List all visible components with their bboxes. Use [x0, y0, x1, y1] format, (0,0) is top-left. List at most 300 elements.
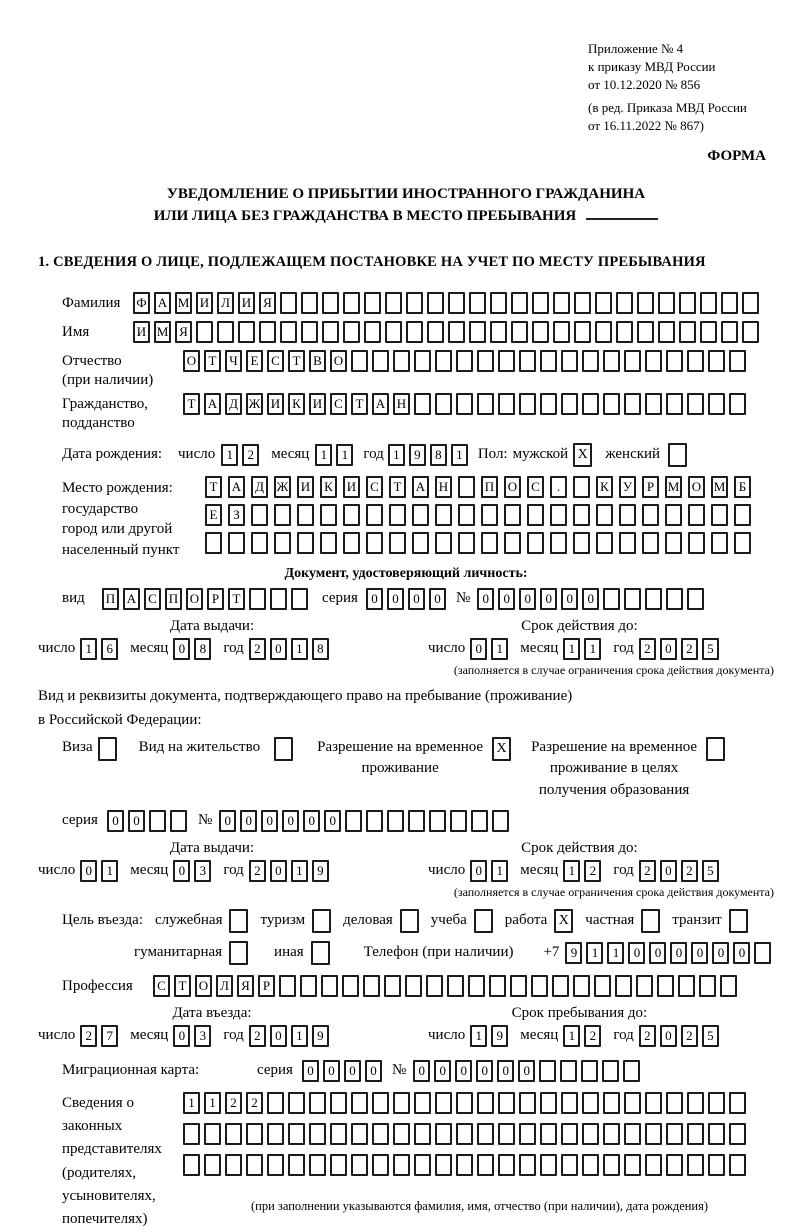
empty-cell[interactable]	[688, 504, 705, 526]
empty-cell[interactable]	[458, 532, 475, 554]
filled-cell[interactable]: У	[619, 476, 636, 498]
purpose-tourism-checkbox[interactable]	[312, 909, 331, 933]
purpose-official-checkbox[interactable]	[229, 909, 248, 933]
filled-cell[interactable]: 8	[194, 638, 211, 660]
empty-cell[interactable]	[582, 1123, 599, 1145]
filled-cell[interactable]: А	[154, 292, 171, 314]
empty-cell[interactable]	[531, 975, 548, 997]
empty-cell[interactable]	[385, 321, 402, 343]
filled-cell[interactable]: 0	[270, 638, 287, 660]
empty-cell[interactable]	[616, 321, 633, 343]
empty-cell[interactable]	[645, 350, 662, 372]
empty-cell[interactable]	[637, 321, 654, 343]
empty-cell[interactable]	[665, 532, 682, 554]
empty-cell[interactable]	[603, 350, 620, 372]
empty-cell[interactable]	[624, 350, 641, 372]
empty-cell[interactable]	[490, 321, 507, 343]
empty-cell[interactable]	[574, 292, 591, 314]
empty-cell[interactable]	[414, 393, 431, 415]
filled-cell[interactable]: 2	[225, 1092, 242, 1114]
filled-cell[interactable]: 1	[607, 942, 624, 964]
filled-cell[interactable]: Р	[258, 975, 275, 997]
filled-cell[interactable]: 1	[204, 1092, 221, 1114]
filled-cell[interactable]: 0	[434, 1060, 451, 1082]
filled-cell[interactable]: 0	[660, 638, 677, 660]
empty-cell[interactable]	[645, 588, 662, 610]
filled-cell[interactable]: 2	[249, 638, 266, 660]
empty-cell[interactable]	[217, 321, 234, 343]
filled-cell[interactable]: 7	[101, 1025, 118, 1047]
filled-cell[interactable]: Д	[225, 393, 242, 415]
filled-cell[interactable]: К	[320, 476, 337, 498]
filled-cell[interactable]: А	[372, 393, 389, 415]
empty-cell[interactable]	[429, 810, 446, 832]
purpose-humanitarian-checkbox[interactable]	[229, 941, 248, 965]
filled-cell[interactable]: 0	[303, 810, 320, 832]
filled-cell[interactable]: 0	[582, 588, 599, 610]
filled-cell[interactable]: 2	[681, 1025, 698, 1047]
empty-cell[interactable]	[595, 292, 612, 314]
filled-cell[interactable]: 0	[173, 638, 190, 660]
empty-cell[interactable]	[393, 1154, 410, 1176]
empty-cell[interactable]	[624, 1092, 641, 1114]
filled-cell[interactable]: Т	[174, 975, 191, 997]
empty-cell[interactable]	[246, 1154, 263, 1176]
empty-cell[interactable]	[426, 975, 443, 997]
empty-cell[interactable]	[468, 975, 485, 997]
empty-cell[interactable]	[297, 504, 314, 526]
empty-cell[interactable]	[553, 321, 570, 343]
empty-cell[interactable]	[204, 1123, 221, 1145]
empty-cell[interactable]	[267, 1154, 284, 1176]
empty-cell[interactable]	[435, 350, 452, 372]
empty-cell[interactable]	[619, 504, 636, 526]
empty-cell[interactable]	[406, 321, 423, 343]
filled-cell[interactable]: 9	[312, 1025, 329, 1047]
empty-cell[interactable]	[540, 393, 557, 415]
empty-cell[interactable]	[448, 321, 465, 343]
empty-cell[interactable]	[666, 1154, 683, 1176]
filled-cell[interactable]: 1	[470, 1025, 487, 1047]
filled-cell[interactable]: П	[102, 588, 119, 610]
empty-cell[interactable]	[408, 810, 425, 832]
empty-cell[interactable]	[366, 504, 383, 526]
filled-cell[interactable]: 0	[219, 810, 236, 832]
empty-cell[interactable]	[321, 975, 338, 997]
filled-cell[interactable]: 8	[312, 638, 329, 660]
filled-cell[interactable]: С	[366, 476, 383, 498]
empty-cell[interactable]	[366, 532, 383, 554]
filled-cell[interactable]: 0	[324, 810, 341, 832]
empty-cell[interactable]	[734, 532, 751, 554]
filled-cell[interactable]: Р	[207, 588, 224, 610]
empty-cell[interactable]	[225, 1123, 242, 1145]
empty-cell[interactable]	[510, 975, 527, 997]
empty-cell[interactable]	[435, 393, 452, 415]
empty-cell[interactable]	[573, 532, 590, 554]
empty-cell[interactable]	[553, 292, 570, 314]
female-checkbox[interactable]	[668, 443, 687, 467]
empty-cell[interactable]	[364, 292, 381, 314]
filled-cell[interactable]: Т	[204, 350, 221, 372]
empty-cell[interactable]	[527, 532, 544, 554]
filled-cell[interactable]: 9	[312, 860, 329, 882]
filled-cell[interactable]: 0	[691, 942, 708, 964]
empty-cell[interactable]	[560, 1060, 577, 1082]
empty-cell[interactable]	[238, 321, 255, 343]
empty-cell[interactable]	[615, 975, 632, 997]
filled-cell[interactable]: И	[133, 321, 150, 343]
empty-cell[interactable]	[490, 292, 507, 314]
empty-cell[interactable]	[645, 1154, 662, 1176]
empty-cell[interactable]	[492, 810, 509, 832]
empty-cell[interactable]	[519, 393, 536, 415]
filled-cell[interactable]: Т	[288, 350, 305, 372]
filled-cell[interactable]: 9	[409, 444, 426, 466]
empty-cell[interactable]	[469, 292, 486, 314]
empty-cell[interactable]	[642, 532, 659, 554]
empty-cell[interactable]	[561, 1092, 578, 1114]
empty-cell[interactable]	[412, 504, 429, 526]
empty-cell[interactable]	[477, 350, 494, 372]
filled-cell[interactable]: Р	[642, 476, 659, 498]
purpose-other-checkbox[interactable]	[311, 941, 330, 965]
filled-cell[interactable]: И	[297, 476, 314, 498]
empty-cell[interactable]	[471, 810, 488, 832]
filled-cell[interactable]: Ж	[274, 476, 291, 498]
empty-cell[interactable]	[477, 1154, 494, 1176]
empty-cell[interactable]	[603, 1123, 620, 1145]
filled-cell[interactable]: 1	[563, 1025, 580, 1047]
empty-cell[interactable]	[561, 350, 578, 372]
filled-cell[interactable]: С	[330, 393, 347, 415]
empty-cell[interactable]	[729, 1092, 746, 1114]
empty-cell[interactable]	[623, 1060, 640, 1082]
filled-cell[interactable]: Л	[216, 975, 233, 997]
filled-cell[interactable]: Ф	[133, 292, 150, 314]
filled-cell[interactable]: Т	[228, 588, 245, 610]
filled-cell[interactable]: 0	[628, 942, 645, 964]
empty-cell[interactable]	[351, 1092, 368, 1114]
empty-cell[interactable]	[708, 1154, 725, 1176]
filled-cell[interactable]: 0	[429, 588, 446, 610]
empty-cell[interactable]	[351, 1123, 368, 1145]
filled-cell[interactable]: А	[123, 588, 140, 610]
empty-cell[interactable]	[288, 1123, 305, 1145]
filled-cell[interactable]: Ж	[246, 393, 263, 415]
empty-cell[interactable]	[279, 975, 296, 997]
filled-cell[interactable]: 0	[128, 810, 145, 832]
empty-cell[interactable]	[666, 350, 683, 372]
temp-residence-checkbox[interactable]: X	[492, 737, 511, 761]
filled-cell[interactable]: О	[330, 350, 347, 372]
empty-cell[interactable]	[372, 1092, 389, 1114]
filled-cell[interactable]: Я	[237, 975, 254, 997]
empty-cell[interactable]	[687, 1154, 704, 1176]
empty-cell[interactable]	[414, 350, 431, 372]
filled-cell[interactable]: 1	[586, 942, 603, 964]
empty-cell[interactable]	[519, 1092, 536, 1114]
empty-cell[interactable]	[729, 393, 746, 415]
empty-cell[interactable]	[448, 292, 465, 314]
empty-cell[interactable]	[330, 1154, 347, 1176]
empty-cell[interactable]	[343, 321, 360, 343]
empty-cell[interactable]	[624, 1123, 641, 1145]
filled-cell[interactable]: 0	[497, 1060, 514, 1082]
empty-cell[interactable]	[498, 1092, 515, 1114]
empty-cell[interactable]	[288, 1154, 305, 1176]
filled-cell[interactable]: 5	[702, 1025, 719, 1047]
empty-cell[interactable]	[345, 810, 362, 832]
empty-cell[interactable]	[384, 975, 401, 997]
empty-cell[interactable]	[687, 588, 704, 610]
empty-cell[interactable]	[720, 975, 737, 997]
empty-cell[interactable]	[456, 393, 473, 415]
empty-cell[interactable]	[246, 1123, 263, 1145]
filled-cell[interactable]: 0	[712, 942, 729, 964]
empty-cell[interactable]	[320, 504, 337, 526]
empty-cell[interactable]	[427, 292, 444, 314]
filled-cell[interactable]: 2	[584, 1025, 601, 1047]
empty-cell[interactable]	[414, 1092, 431, 1114]
empty-cell[interactable]	[435, 504, 452, 526]
empty-cell[interactable]	[573, 504, 590, 526]
filled-cell[interactable]: 1	[221, 444, 238, 466]
empty-cell[interactable]	[595, 321, 612, 343]
empty-cell[interactable]	[301, 321, 318, 343]
empty-cell[interactable]	[322, 321, 339, 343]
empty-cell[interactable]	[274, 504, 291, 526]
empty-cell[interactable]	[389, 532, 406, 554]
empty-cell[interactable]	[539, 1060, 556, 1082]
empty-cell[interactable]	[550, 532, 567, 554]
empty-cell[interactable]	[342, 975, 359, 997]
empty-cell[interactable]	[343, 504, 360, 526]
empty-cell[interactable]	[225, 1154, 242, 1176]
filled-cell[interactable]: И	[196, 292, 213, 314]
empty-cell[interactable]	[711, 532, 728, 554]
filled-cell[interactable]: М	[154, 321, 171, 343]
empty-cell[interactable]	[511, 292, 528, 314]
empty-cell[interactable]	[708, 393, 725, 415]
empty-cell[interactable]	[687, 1123, 704, 1145]
empty-cell[interactable]	[603, 393, 620, 415]
empty-cell[interactable]	[711, 504, 728, 526]
filled-cell[interactable]: 0	[173, 860, 190, 882]
empty-cell[interactable]	[477, 1092, 494, 1114]
empty-cell[interactable]	[389, 504, 406, 526]
empty-cell[interactable]	[574, 321, 591, 343]
empty-cell[interactable]	[603, 1092, 620, 1114]
empty-cell[interactable]	[351, 1154, 368, 1176]
empty-cell[interactable]	[666, 1092, 683, 1114]
empty-cell[interactable]	[742, 292, 759, 314]
filled-cell[interactable]: С	[267, 350, 284, 372]
empty-cell[interactable]	[343, 292, 360, 314]
purpose-work-checkbox[interactable]: X	[554, 909, 573, 933]
empty-cell[interactable]	[642, 504, 659, 526]
empty-cell[interactable]	[511, 321, 528, 343]
filled-cell[interactable]: А	[204, 393, 221, 415]
filled-cell[interactable]: 0	[261, 810, 278, 832]
empty-cell[interactable]	[624, 393, 641, 415]
empty-cell[interactable]	[666, 588, 683, 610]
empty-cell[interactable]	[729, 1123, 746, 1145]
empty-cell[interactable]	[729, 350, 746, 372]
filled-cell[interactable]: 8	[430, 444, 447, 466]
empty-cell[interactable]	[596, 532, 613, 554]
filled-cell[interactable]: 1	[80, 638, 97, 660]
empty-cell[interactable]	[550, 504, 567, 526]
filled-cell[interactable]: О	[195, 975, 212, 997]
empty-cell[interactable]	[527, 504, 544, 526]
empty-cell[interactable]	[582, 350, 599, 372]
filled-cell[interactable]: З	[228, 504, 245, 526]
empty-cell[interactable]	[196, 321, 213, 343]
empty-cell[interactable]	[274, 532, 291, 554]
filled-cell[interactable]: 0	[660, 1025, 677, 1047]
empty-cell[interactable]	[658, 321, 675, 343]
empty-cell[interactable]	[540, 350, 557, 372]
empty-cell[interactable]	[205, 532, 222, 554]
filled-cell[interactable]: Т	[183, 393, 200, 415]
temp-residence-edu-checkbox[interactable]	[706, 737, 725, 761]
filled-cell[interactable]: П	[481, 476, 498, 498]
empty-cell[interactable]	[603, 1154, 620, 1176]
empty-cell[interactable]	[603, 588, 620, 610]
filled-cell[interactable]: 0	[270, 860, 287, 882]
filled-cell[interactable]: 1	[563, 860, 580, 882]
empty-cell[interactable]	[259, 321, 276, 343]
filled-cell[interactable]: 0	[455, 1060, 472, 1082]
empty-cell[interactable]	[708, 1092, 725, 1114]
empty-cell[interactable]	[291, 588, 308, 610]
empty-cell[interactable]	[393, 1123, 410, 1145]
filled-cell[interactable]: 0	[518, 1060, 535, 1082]
filled-cell[interactable]: 3	[194, 860, 211, 882]
empty-cell[interactable]	[414, 1154, 431, 1176]
empty-cell[interactable]	[708, 350, 725, 372]
empty-cell[interactable]	[637, 292, 654, 314]
filled-cell[interactable]: Л	[217, 292, 234, 314]
filled-cell[interactable]: Т	[205, 476, 222, 498]
purpose-business-checkbox[interactable]	[400, 909, 419, 933]
empty-cell[interactable]	[330, 1092, 347, 1114]
filled-cell[interactable]: С	[144, 588, 161, 610]
empty-cell[interactable]	[602, 1060, 619, 1082]
empty-cell[interactable]	[372, 1154, 389, 1176]
residence-permit-checkbox[interactable]	[274, 737, 293, 761]
filled-cell[interactable]: 0	[302, 1060, 319, 1082]
empty-cell[interactable]	[552, 975, 569, 997]
filled-cell[interactable]: Н	[393, 393, 410, 415]
empty-cell[interactable]	[456, 350, 473, 372]
filled-cell[interactable]: С	[153, 975, 170, 997]
empty-cell[interactable]	[688, 532, 705, 554]
empty-cell[interactable]	[666, 1123, 683, 1145]
empty-cell[interactable]	[427, 321, 444, 343]
empty-cell[interactable]	[519, 1154, 536, 1176]
empty-cell[interactable]	[636, 975, 653, 997]
filled-cell[interactable]: К	[288, 393, 305, 415]
empty-cell[interactable]	[498, 393, 515, 415]
empty-cell[interactable]	[249, 588, 266, 610]
empty-cell[interactable]	[489, 975, 506, 997]
empty-cell[interactable]	[679, 292, 696, 314]
filled-cell[interactable]: К	[596, 476, 613, 498]
filled-cell[interactable]: 0	[470, 860, 487, 882]
empty-cell[interactable]	[297, 532, 314, 554]
empty-cell[interactable]	[364, 321, 381, 343]
filled-cell[interactable]: А	[228, 476, 245, 498]
filled-cell[interactable]: 5	[702, 638, 719, 660]
empty-cell[interactable]	[477, 1123, 494, 1145]
empty-cell[interactable]	[330, 1123, 347, 1145]
filled-cell[interactable]: 0	[107, 810, 124, 832]
filled-cell[interactable]: Я	[175, 321, 192, 343]
filled-cell[interactable]: 1	[584, 638, 601, 660]
empty-cell[interactable]	[309, 1092, 326, 1114]
empty-cell[interactable]	[700, 321, 717, 343]
empty-cell[interactable]	[412, 532, 429, 554]
empty-cell[interactable]	[435, 1123, 452, 1145]
filled-cell[interactable]: 0	[387, 588, 404, 610]
filled-cell[interactable]: С	[527, 476, 544, 498]
filled-cell[interactable]: 0	[323, 1060, 340, 1082]
empty-cell[interactable]	[754, 942, 771, 964]
empty-cell[interactable]	[645, 1092, 662, 1114]
empty-cell[interactable]	[519, 350, 536, 372]
empty-cell[interactable]	[270, 588, 287, 610]
filled-cell[interactable]: 0	[670, 942, 687, 964]
empty-cell[interactable]	[280, 321, 297, 343]
filled-cell[interactable]: 0	[561, 588, 578, 610]
filled-cell[interactable]: 1	[291, 638, 308, 660]
empty-cell[interactable]	[228, 532, 245, 554]
empty-cell[interactable]	[540, 1154, 557, 1176]
empty-cell[interactable]	[481, 504, 498, 526]
empty-cell[interactable]	[573, 975, 590, 997]
filled-cell[interactable]: 0	[498, 588, 515, 610]
empty-cell[interactable]	[596, 504, 613, 526]
empty-cell[interactable]	[322, 292, 339, 314]
filled-cell[interactable]: Я	[259, 292, 276, 314]
filled-cell[interactable]: И	[267, 393, 284, 415]
filled-cell[interactable]: М	[175, 292, 192, 314]
empty-cell[interactable]	[372, 1123, 389, 1145]
filled-cell[interactable]: И	[343, 476, 360, 498]
empty-cell[interactable]	[658, 292, 675, 314]
filled-cell[interactable]: 5	[702, 860, 719, 882]
empty-cell[interactable]	[504, 504, 521, 526]
empty-cell[interactable]	[532, 292, 549, 314]
empty-cell[interactable]	[666, 393, 683, 415]
empty-cell[interactable]	[288, 1092, 305, 1114]
empty-cell[interactable]	[393, 350, 410, 372]
filled-cell[interactable]: Б	[734, 476, 751, 498]
filled-cell[interactable]: 2	[80, 1025, 97, 1047]
filled-cell[interactable]: А	[412, 476, 429, 498]
empty-cell[interactable]	[183, 1154, 200, 1176]
filled-cell[interactable]: 1	[291, 1025, 308, 1047]
filled-cell[interactable]: Н	[435, 476, 452, 498]
empty-cell[interactable]	[582, 393, 599, 415]
empty-cell[interactable]	[540, 1092, 557, 1114]
filled-cell[interactable]: Д	[251, 476, 268, 498]
empty-cell[interactable]	[320, 532, 337, 554]
empty-cell[interactable]	[301, 292, 318, 314]
empty-cell[interactable]	[687, 1092, 704, 1114]
